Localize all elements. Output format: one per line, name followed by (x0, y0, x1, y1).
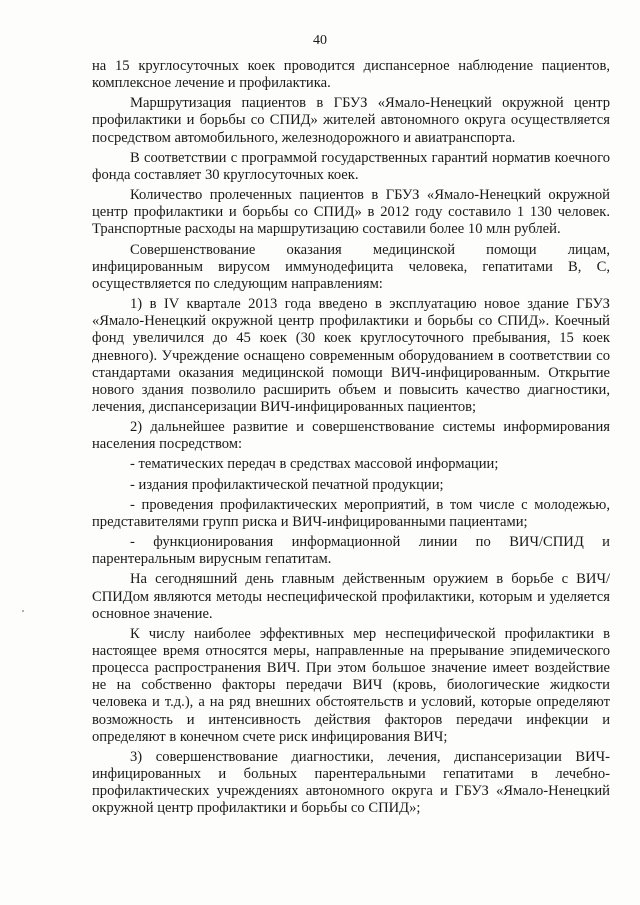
paragraph: На сегодняшний день главным действенным оружием в борьбе с ВИЧ/СПИДом являются методы неспецифической профилактики, которым и уделяется основное значение. (92, 571, 610, 622)
paragraph: В соответствии с программой государственных гарантий норматив коечного фонда составляет 30 круглосуточных коек. (92, 149, 610, 183)
list-item: 3) совершенствование диагностики, лечения, диспансеризации ВИЧ-инфицированных и больных парентеральными гепатитами в лечебно-профилактических учреждениях автономного округа и ГБУЗ «Ямало-Ненецкий окружной центр профилактики и борьбы со СПИД»; (92, 748, 610, 817)
paragraph: Совершенствование оказания медицинской помощи лицам, инфицированным вирусом иммунодефицита человека, гепатитами В, С, осуществляется по следующим направлениям: (92, 241, 610, 292)
list-item: - издания профилактической печатной продукции; (130, 476, 444, 493)
scan-artifact (22, 610, 24, 612)
paragraph: на 15 круглосуточных коек проводится диспансерное наблюдение пациентов, комплексное лечение и профилактика. (92, 58, 610, 92)
list-item: - проведения профилактических мероприятий, в том числе с молодежью, представителями групп риска и ВИЧ-инфицированными пациентами; (92, 496, 610, 530)
paragraph: Маршрутизация пациентов в ГБУЗ «Ямало-Ненецкий окружной центр профилактики и борьбы со СПИД» жителей автономного округа осуществляется посредством автомобильного, железнодорожного и авиатранспорта. (92, 95, 610, 146)
list-item: - функционирования информационной линии по ВИЧ/СПИД и парентеральным вирусным гепатитам. (92, 534, 610, 568)
paragraph: К числу наиболее эффективных мер неспецифической профилактики в настоящее время относятся меры, направленные на прерывание эпидемического процесса распространения ВИЧ. При этом большое значение имеет воздействие не на собственно факторы передачи ВИЧ (кровь, биологические жидкости человека и т.д.), а на ряд внешних обстоятельств и условий, которые определяют возможность и интенсивность действия факторов передачи инфекции и определяют в конечном счете риск инфицирования ВИЧ; (92, 625, 610, 745)
page-number: 40 (313, 33, 327, 48)
document-body (92, 58, 610, 818)
paragraph: Количество пролеченных пациентов в ГБУЗ «Ямало-Ненецкий окружной центр профилактики и борьбы со СПИД» в 2012 году составило 1 130 человек. Транспортные расходы на маршрутизацию составили более 10 млн рублей. (92, 187, 610, 238)
list-item: 1) в IV квартале 2013 года введено в эксплуатацию новое здание ГБУЗ «Ямало-Ненецкий окружной центр профилактики и борьбы со СПИД». Коечный фонд увеличился до 45 коек (30 коек круглосуточного пребывания, 15 коек дневного). Учреждение оснащено современным оборудованием в соответствии со стандартами оказания медицинской помощи ВИЧ-инфицированным. Открытие нового здания позволило расширить объем и повысить качество диагностики, лечения, диспансеризации ВИЧ-инфицированных пациентов; (92, 296, 610, 415)
list-item: 2) дальнейшее развитие и совершенствование системы информирования населения посредством: (92, 419, 610, 453)
list-item: - тематических передач в средствах массовой информации; (130, 456, 499, 473)
